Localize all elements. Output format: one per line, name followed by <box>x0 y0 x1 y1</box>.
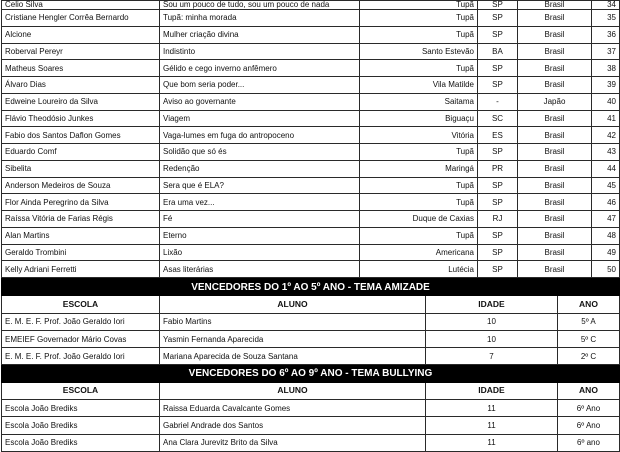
header-aluno: ALUNO <box>160 382 426 399</box>
cell-state: SP <box>478 227 518 244</box>
table-row <box>2 127 620 144</box>
cell-city: Tupã <box>360 1 478 10</box>
table-row <box>2 26 620 43</box>
section-title-amizade: VENCEDORES DO 1º AO 5º ANO - TEMA AMIZADE <box>2 279 620 296</box>
cell-author-name: Edweine Loureiro da Silva <box>2 93 160 110</box>
table-row <box>2 330 620 347</box>
table-row <box>2 348 620 365</box>
cell-author-name: Geraldo Trombini <box>2 244 160 261</box>
cell-state: SP <box>478 1 518 10</box>
table-row <box>2 177 620 194</box>
cell-state: BA <box>478 43 518 60</box>
table-row <box>2 400 620 417</box>
cell-page: 34 <box>592 1 620 10</box>
cell-author-name: Cristiane Hengler Corrêa Bernardo <box>2 10 160 27</box>
cell-poem-title: Mulher criação divina <box>160 26 360 43</box>
cell-state: - <box>478 93 518 110</box>
cell-country: Brasil <box>518 177 592 194</box>
cell-page: 46 <box>592 194 620 211</box>
cell-poem-title: Eterno <box>160 227 360 244</box>
cell-page: 36 <box>592 26 620 43</box>
table-row <box>2 60 620 77</box>
cell-city: Duque de Caxias <box>360 211 478 228</box>
cell-aluno: Mariana Aparecida de Souza Santana <box>160 348 426 365</box>
cell-poem-title: Aviso ao governante <box>160 93 360 110</box>
cell-author-name: Flávio Theodósio Junkes <box>2 110 160 127</box>
cell-country: Brasil <box>518 127 592 144</box>
table-row <box>2 313 620 330</box>
cell-state: SP <box>478 77 518 94</box>
table-row <box>2 43 620 60</box>
cell-page: 35 <box>592 10 620 27</box>
cell-author-name: Eduardo Comf <box>2 144 160 161</box>
table-row <box>2 77 620 94</box>
cell-author-name: Flor Ainda Peregrino da Silva <box>2 194 160 211</box>
cell-city: Tupã <box>360 144 478 161</box>
table-row <box>2 194 620 211</box>
cell-escola: Escola João Brediks <box>2 434 160 451</box>
header-ano: ANO <box>558 382 620 399</box>
cell-aluno: Fabio Martins <box>160 313 426 330</box>
header-escola: ESCOLA <box>2 382 160 399</box>
cell-poem-title: Redenção <box>160 160 360 177</box>
table-row <box>2 261 620 278</box>
column-header-row <box>2 382 620 399</box>
table-row <box>2 110 620 127</box>
cell-country: Brasil <box>518 261 592 278</box>
cell-poem-title: Vaga-lumes em fuga do antropoceno <box>160 127 360 144</box>
cell-page: 44 <box>592 160 620 177</box>
cell-author-name: Anderson Medeiros de Souza <box>2 177 160 194</box>
table-row <box>2 434 620 451</box>
authors-table <box>1 0 620 278</box>
cell-poem-title: Que bom seria poder... <box>160 77 360 94</box>
cell-author-name: Kelly Adriani Ferretti <box>2 261 160 278</box>
cell-state: SC <box>478 110 518 127</box>
cell-ano: 5º A <box>558 313 620 330</box>
cell-escola: Escola João Brediks <box>2 400 160 417</box>
cell-country: Brasil <box>518 244 592 261</box>
cell-city: Tupã <box>360 177 478 194</box>
cell-idade: 10 <box>426 313 558 330</box>
section-title-bullying: VENCEDORES DO 6º AO 9º ANO - TEMA BULLYING <box>2 365 620 382</box>
cell-poem-title: Viagem <box>160 110 360 127</box>
cell-state: ES <box>478 127 518 144</box>
table-row <box>2 93 620 110</box>
cell-country: Brasil <box>518 144 592 161</box>
cell-country: Brasil <box>518 26 592 43</box>
cell-poem-title: Sou um pouco de tudo, sou um pouco de nada <box>160 1 360 10</box>
section-header-amizade <box>2 279 620 296</box>
cell-page: 43 <box>592 144 620 161</box>
cell-ano: 6º Ano <box>558 417 620 434</box>
cell-idade: 11 <box>426 434 558 451</box>
cell-ano: 2º C <box>558 348 620 365</box>
cell-poem-title: Solidão que só és <box>160 144 360 161</box>
cell-ano: 6º ano <box>558 434 620 451</box>
cell-city: Americana <box>360 244 478 261</box>
cell-author-name: Alcione <box>2 26 160 43</box>
cell-state: SP <box>478 144 518 161</box>
cell-state: SP <box>478 10 518 27</box>
cell-city: Tupã <box>360 227 478 244</box>
table-row <box>2 160 620 177</box>
cell-page: 50 <box>592 261 620 278</box>
cell-country: Brasil <box>518 110 592 127</box>
cell-page: 47 <box>592 211 620 228</box>
cell-idade: 7 <box>426 348 558 365</box>
cell-poem-title: Indistinto <box>160 43 360 60</box>
cell-country: Brasil <box>518 227 592 244</box>
cell-country: Brasil <box>518 211 592 228</box>
cell-author-name: Alan Martins <box>2 227 160 244</box>
cell-city: Vila Matilde <box>360 77 478 94</box>
cell-page: 41 <box>592 110 620 127</box>
cell-page: 42 <box>592 127 620 144</box>
table-row <box>2 244 620 261</box>
cell-state: PR <box>478 160 518 177</box>
table-row <box>2 10 620 27</box>
cell-city: Santo Estevão <box>360 43 478 60</box>
cell-city: Biguaçu <box>360 110 478 127</box>
header-ano: ANO <box>558 296 620 313</box>
cell-poem-title: Sera que é ELA? <box>160 177 360 194</box>
cell-idade: 11 <box>426 400 558 417</box>
cell-aluno: Gabriel Andrade dos Santos <box>160 417 426 434</box>
cell-author-name: Matheus Soares <box>2 60 160 77</box>
cell-state: SP <box>478 194 518 211</box>
cell-page: 38 <box>592 60 620 77</box>
cell-country: Brasil <box>518 10 592 27</box>
cell-country: Brasil <box>518 60 592 77</box>
cell-country: Brasil <box>518 160 592 177</box>
cell-country: Brasil <box>518 194 592 211</box>
cell-city: Vitória <box>360 127 478 144</box>
cell-country: Brasil <box>518 77 592 94</box>
column-header-row <box>2 296 620 313</box>
cell-idade: 11 <box>426 417 558 434</box>
cell-poem-title: Tupã: minha morada <box>160 10 360 27</box>
table-row <box>2 1 620 10</box>
cell-page: 45 <box>592 177 620 194</box>
cell-state: SP <box>478 177 518 194</box>
cell-city: Lutécia <box>360 261 478 278</box>
cell-aluno: Ana Clara Jurevitz Brito da Silva <box>160 434 426 451</box>
cell-city: Tupã <box>360 26 478 43</box>
section-header-bullying <box>2 365 620 382</box>
cell-idade: 10 <box>426 330 558 347</box>
cell-poem-title: Era uma vez... <box>160 194 360 211</box>
cell-city: Tupã <box>360 194 478 211</box>
cell-poem-title: Lixão <box>160 244 360 261</box>
header-idade: IDADE <box>426 382 558 399</box>
cell-ano: 6º Ano <box>558 400 620 417</box>
cell-author-name: Roberval Pereyr <box>2 43 160 60</box>
header-idade: IDADE <box>426 296 558 313</box>
cell-author-name: Raíssa Vitória de Farias Régis <box>2 211 160 228</box>
cell-poem-title: Gélido e cego inverno anfêmero <box>160 60 360 77</box>
cell-state: SP <box>478 26 518 43</box>
cell-aluno: Yasmin Fernanda Aparecida <box>160 330 426 347</box>
authors-table-body <box>2 1 620 278</box>
cell-state: SP <box>478 60 518 77</box>
cell-city: Tupã <box>360 10 478 27</box>
cell-escola: E. M. E. F. Prof. João Geraldo Iori <box>2 348 160 365</box>
cell-author-name: Fabio dos Santos Daflon Gomes <box>2 127 160 144</box>
cell-city: Saitama <box>360 93 478 110</box>
cell-escola: Escola João Brediks <box>2 417 160 434</box>
cell-page: 37 <box>592 43 620 60</box>
cell-page: 39 <box>592 77 620 94</box>
table-row <box>2 417 620 434</box>
cell-author-name: Celio Silva <box>2 1 160 10</box>
cell-state: SP <box>478 261 518 278</box>
cell-aluno: Raissa Eduarda Cavalcante Gomes <box>160 400 426 417</box>
cell-country: Japão <box>518 93 592 110</box>
cell-escola: EMEIEF Governador Mário Covas <box>2 330 160 347</box>
table-row <box>2 144 620 161</box>
table-row <box>2 227 620 244</box>
cell-ano: 5º C <box>558 330 620 347</box>
cell-escola: E. M. E. F. Prof. João Geraldo Iori <box>2 313 160 330</box>
cell-page: 48 <box>592 227 620 244</box>
cell-author-name: Sibelita <box>2 160 160 177</box>
table-row <box>2 211 620 228</box>
cell-city: Maringá <box>360 160 478 177</box>
cell-city: Tupã <box>360 60 478 77</box>
cell-author-name: Álvaro Dias <box>2 77 160 94</box>
cell-page: 49 <box>592 244 620 261</box>
cell-country: Brasil <box>518 1 592 10</box>
cell-country: Brasil <box>518 43 592 60</box>
cell-poem-title: Fé <box>160 211 360 228</box>
cell-poem-title: Asas literárias <box>160 261 360 278</box>
cell-state: SP <box>478 244 518 261</box>
header-aluno: ALUNO <box>160 296 426 313</box>
header-escola: ESCOLA <box>2 296 160 313</box>
cell-state: RJ <box>478 211 518 228</box>
cell-page: 40 <box>592 93 620 110</box>
winners-table <box>1 278 620 452</box>
